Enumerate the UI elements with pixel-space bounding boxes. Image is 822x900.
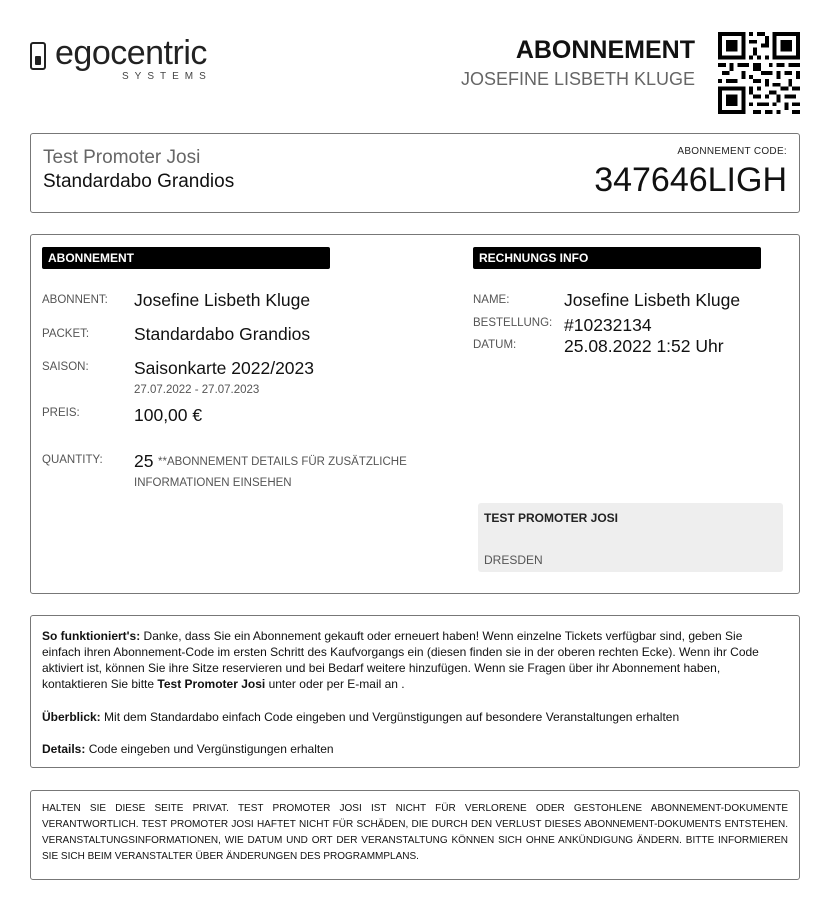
address-city: DRESDEN — [484, 553, 543, 567]
how-label: So funktioniert's: — [42, 629, 141, 643]
billing-name-label: NAME: — [473, 294, 510, 306]
details-text: Code eingeben und Vergünstigungen erhalten — [88, 742, 334, 756]
egocentric-logo-icon — [30, 42, 46, 70]
date-label: DATUM: — [473, 339, 517, 351]
season-value: Saisonkarte 2022/2023 — [134, 358, 314, 378]
quantity-note-line2: INFORMATIONEN EINSEHEN — [134, 477, 292, 489]
legal-card — [30, 790, 800, 880]
company-logo — [30, 34, 230, 90]
billing-name-value: Josefine Lisbeth Kluge — [564, 290, 741, 310]
address-name: TEST PROMOTER JOSI — [484, 511, 619, 525]
order-label: BESTELLUNG: — [473, 317, 553, 329]
details-label: Details: — [42, 742, 86, 756]
package-name: Standardabo Grandios — [43, 171, 235, 192]
quantity-label: QUANTITY: — [42, 454, 103, 466]
holder-name-header: JOSEFINE LISBETH KLUGE — [460, 69, 695, 89]
holder-value: Josefine Lisbeth Kluge — [134, 290, 311, 310]
summary-card — [30, 133, 800, 213]
season-dates: 27.07.2022 - 27.07.2023 — [134, 384, 260, 396]
logo-subtitle: SYSTEMS — [122, 71, 212, 82]
price-value: 100,00 € — [134, 405, 203, 425]
overview-paragraph — [42, 709, 780, 725]
package-label: PACKET: — [42, 328, 90, 340]
qr-code-icon — [718, 32, 800, 114]
code-label: ABONNEMENT CODE: — [677, 146, 787, 157]
billing-address-box — [478, 503, 783, 572]
holder-label: ABONNENT: — [42, 294, 108, 306]
package-value: Standardabo Grandios — [134, 324, 311, 344]
overview-text: Mit dem Standardabo einfach Code eingeben und Vergünstigungen auf besondere Veranstaltungen erhalten — [104, 710, 680, 724]
subscription-heading: ABONNEMENT — [42, 247, 330, 269]
legal-disclaimer: HALTEN SIE DIESE SEITE PRIVAT. TEST PROMOTER JOSI IST NICHT FÜR VERLORENE ODER GESTOHLENE ABONNEMENT-DOKUMENTE VERANTWORTLICH. TEST PROMOTER JOSI HAFTET NICHT FÜR SCHÄDEN, DIE DURCH DEN VERLUST DIESES ABONNEMENT-DOKUMENTS ENTSTEHEN. VERANSTALTUNGSINFORMATIONEN, WIE DATUM UND ORT DER VERANSTALTUNG KÖNNEN SICH OHNE ANKÜNDIGUNG ÄNDERN. BITTE INFORMIEREN SIE SICH BEIM VERANSTALTER ÜBER ÄNDERUNGEN DES PROGRAMMPLANS. — [42, 803, 788, 862]
date-value: 25.08.2022 1:52 Uhr — [564, 336, 724, 356]
details-card — [30, 234, 800, 594]
quantity-note-line1: **ABONNEMENT DETAILS FÜR ZUSÄTZLICHE — [158, 456, 407, 468]
how-it-works-paragraph — [42, 628, 780, 692]
season-label: SAISON: — [42, 361, 89, 373]
info-card — [30, 615, 800, 768]
logo-wordmark: egocentric — [55, 34, 207, 72]
order-value: #10232134 — [564, 315, 652, 335]
quantity-value: 25 — [134, 451, 154, 471]
how-contact: Test Promoter Josi — [157, 677, 266, 691]
subscription-code: 347646LIGH — [594, 161, 787, 199]
promoter-name: Test Promoter Josi — [43, 147, 201, 168]
document-title: ABONNEMENT — [515, 36, 695, 64]
details-paragraph — [42, 741, 780, 757]
how-text: Danke, dass Sie ein Abonnement gekauft oder erneuert haben! Wenn einzelne Tickets verfügbar sind, geben Sie einfach ihren Abonnement-Code im ersten Schritt des Kaufvorgangs ein (diesen finden sie in der oberen rechten Ecke). Wenn ihr Code aktiviert ist, können Sie ihre Sitze reservieren und bei Bedarf weitere hinzufügen. Wenn sie Fragen über ihr Abonnement haben, kontaktieren Sie bitte — [42, 629, 759, 691]
overview-label: Überblick: — [42, 710, 101, 724]
billing-heading: RECHNUNGS INFO — [473, 247, 761, 269]
how-tail: unter oder per E-mail an . — [268, 677, 405, 691]
price-label: PREIS: — [42, 407, 80, 419]
